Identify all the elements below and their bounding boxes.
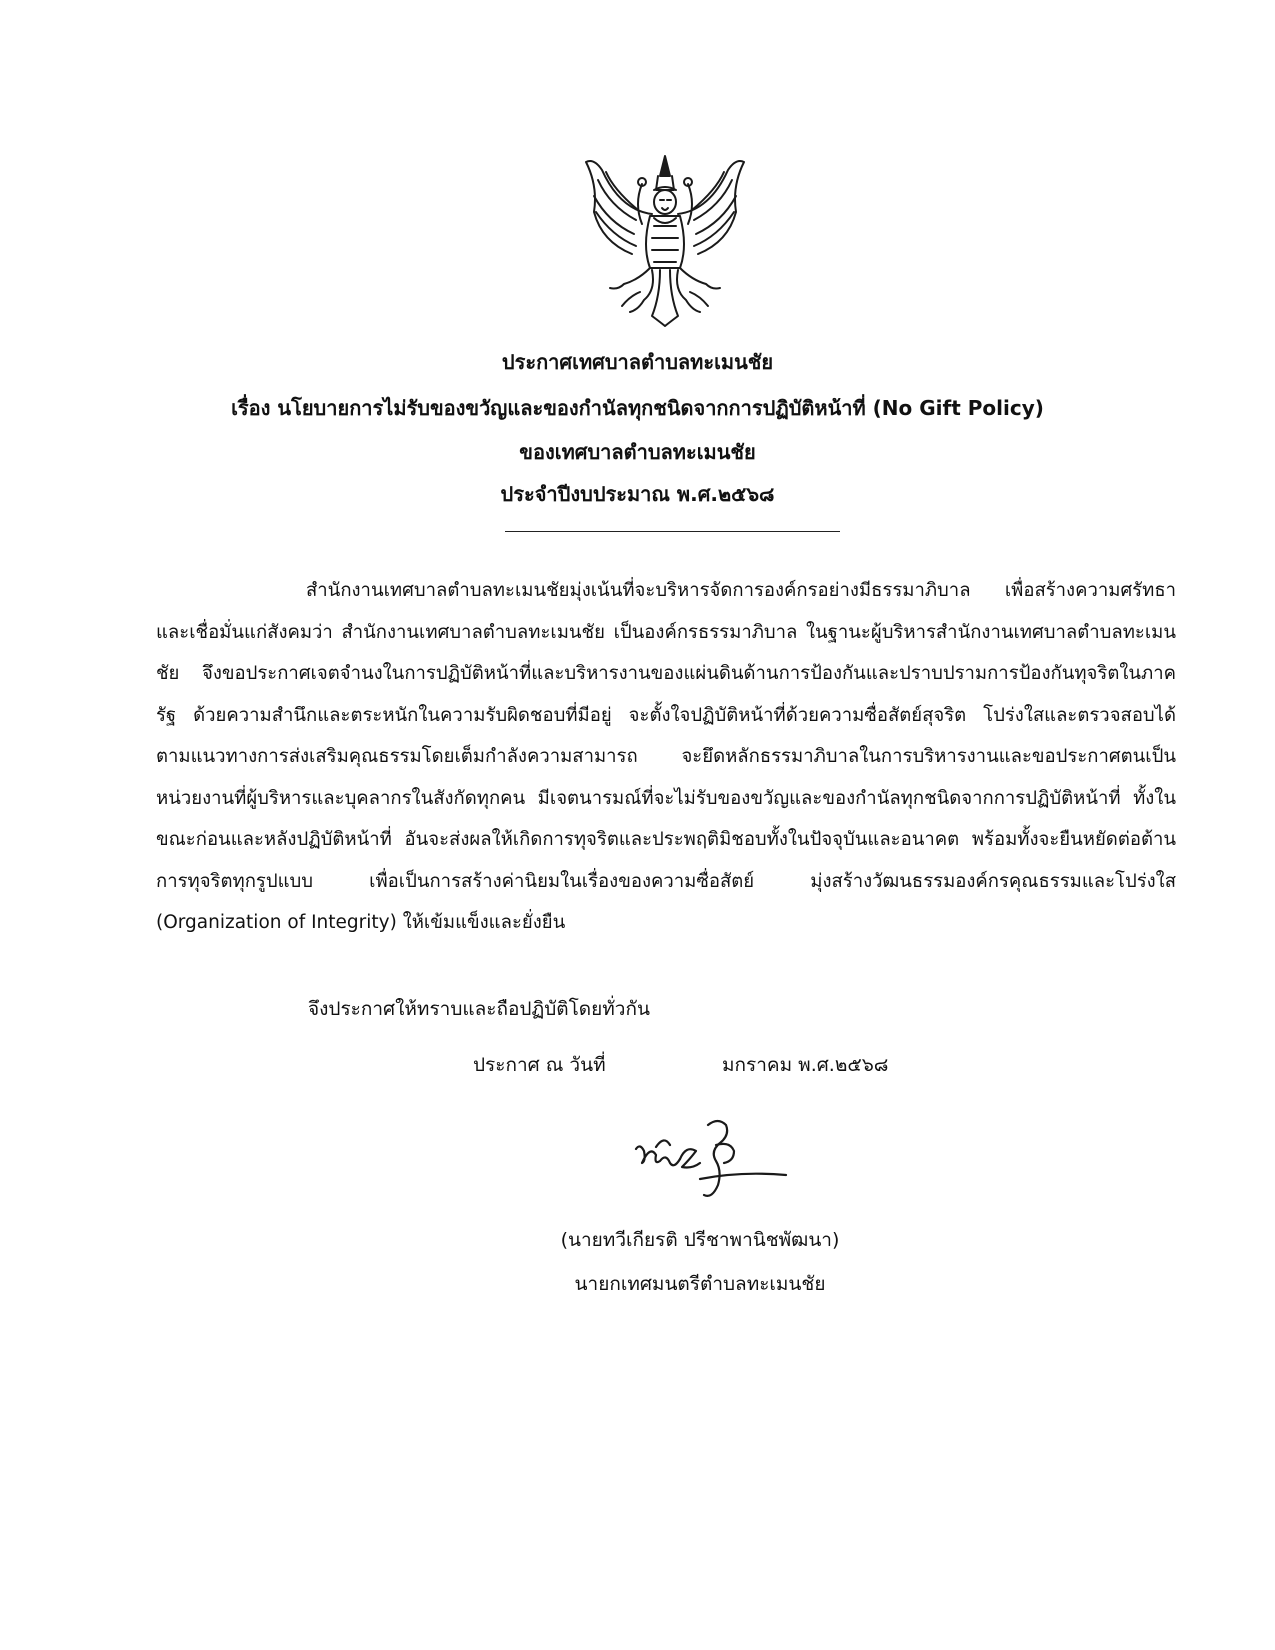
signer-title: นายกเทศมนตรีตำบลทะเมนชัย <box>574 1273 826 1295</box>
document-title: ประกาศเทศบาลตำบลทะเมนชัย <box>501 350 774 374</box>
closing-statement: จึงประกาศให้ทราบและถือปฏิบัติโดยทั่วกัน <box>308 998 650 1020</box>
date-value: มกราคม พ.ศ.๒๕๖๘ <box>722 1054 889 1076</box>
signer-name: (นายทวีเกียรติ ปรีชาพานิชพัฒนา) <box>560 1229 840 1251</box>
handwritten-signature <box>630 1115 790 1205</box>
document-fiscal-year: ประจำปีงบประมาณ พ.ศ.๒๕๖๘ <box>500 482 775 506</box>
heading-divider <box>505 531 840 532</box>
document-subject: เรื่อง นโยบายการไม่รับของขวัญและของกำนัลทุกชนิดจากการปฏิบัติหน้าที่ (No Gift Policy) <box>231 396 1044 420</box>
document-organization: ของเทศบาลตำบลทะเมนชัย <box>519 440 756 464</box>
body-paragraph: สำนักงานเทศบาลตำบลทะเมนชัยมุ่งเน้นที่จะบริหารจัดการองค์กรอย่างมีธรรมาภิบาล เพื่อสร้างความศรัทธาและเชื่อมั่นแก่สังคมว่า สำนักงานเทศบาลตำบลทะเมนชัย เป็นองค์กรธรรมาภิบาล ในฐานะผู้บริหารสำนักงานเทศบาลตำบลทะเมนชัย จึงขอประกาศเจตจำนงในการปฏิบัติหน้าที่และบริหารงานของแผ่นดินด้านการป้องกันและปราบปรามการป้องกันทุจริตในภาครัฐ ด้วยความสำนึกและตระหนักในความรับผิดชอบที่มีอยู่ จะตั้งใจปฏิบัติหน้าที่ด้วยความซื่อสัตย์สุจริต โปร่งใสและตรวจสอบได้ตามแนวทางการส่งเสริมคุณธรรมโดยเต็มกำลังความสามารถ จะยึดหลักธรรมาภิบาลในการบริหารงานและขอประกาศตนเป็นหน่วยงานที่ผู้บริหารและบุคลากรในสังกัดทุกคน มีเจตนารมณ์ที่จะไม่รับของขวัญและของกำนัลทุกชนิดจากการปฏิบัติหน้าที่ ทั้งในขณะก่อนและหลังปฏิบัติหน้าที่ อันจะส่งผลให้เกิดการทุจริตและประพฤติมิชอบทั้งในปัจจุบันและอนาคต พร้อมทั้งจะยืนหยัดต่อต้านการทุจริตทุกรูปแบบ เพื่อเป็นการสร้างค่านิยมในเรื่องของความซื่อสัตย์ มุ่งสร้างวัฒนธรรมองค์กรคุณธรรมและโปร่งใส (Organization of Integrity) ให้เข้มแข็งและยั่งยืน <box>156 580 1176 933</box>
date-label: ประกาศ ณ วันที่ <box>473 1054 606 1076</box>
garuda-emblem-icon <box>580 150 750 328</box>
